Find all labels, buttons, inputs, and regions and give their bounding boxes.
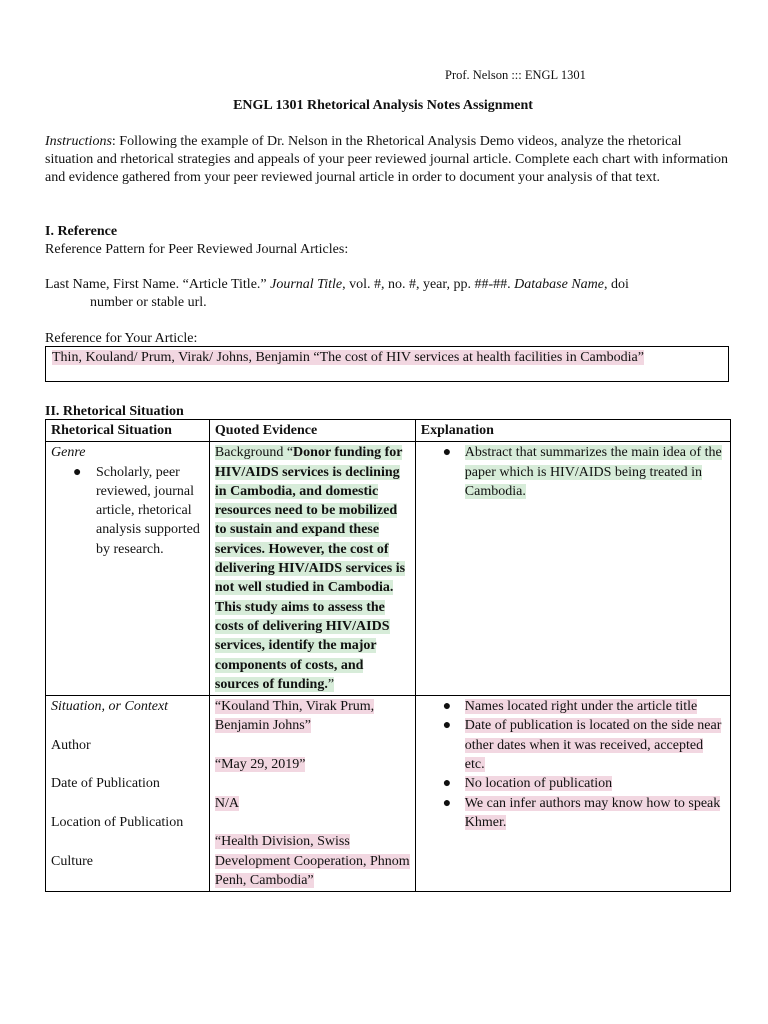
- evidence-prefix: Background “: [214, 445, 294, 461]
- genre-cell[interactable]: [46, 442, 210, 696]
- explanation-text: No location of publication: [464, 776, 613, 792]
- evidence-location: N/A: [214, 795, 240, 811]
- context-row-culture: Culture: [51, 853, 93, 869]
- evidence-author: “Kouland Thin, Virak Prum, Benjamin Johns”: [214, 699, 375, 734]
- explanation-text: Date of publication is located on the side near other dates when it was received, accepted etc.: [464, 718, 722, 773]
- pattern-text-3: , doi: [604, 277, 629, 292]
- table-header-row: [46, 420, 731, 442]
- bullet-icon: ●: [442, 795, 452, 811]
- your-reference-box[interactable]: [45, 346, 729, 382]
- instructions-label: Instructions: [45, 134, 112, 149]
- explanation-bullet: [421, 716, 725, 774]
- context-label: Situation, or Context: [51, 699, 169, 715]
- genre-bullet-text: Scholarly, peer reviewed, journal article, rhetorical analysis supported by research.: [96, 464, 200, 557]
- table-row-context: [46, 696, 731, 892]
- pattern-database-name: Database Name: [514, 277, 604, 292]
- reference-pattern: [45, 276, 731, 312]
- context-explanation-cell[interactable]: [415, 696, 730, 892]
- your-reference-label: Reference for Your Article:: [45, 331, 198, 346]
- genre-label: Genre: [51, 445, 86, 461]
- reference-pattern-label: Reference Pattern for Peer Reviewed Journal Articles:: [45, 242, 349, 257]
- explanation-text: Abstract that summarizes the main idea of the paper which is HIV/AIDS being treated in Cambodia.: [464, 445, 722, 499]
- context-row-location: Location of Publication: [51, 814, 184, 830]
- context-row-date: Date of Publication: [51, 776, 160, 792]
- column-header: Explanation: [415, 420, 730, 442]
- explanation-text: Names located right under the article title: [464, 699, 698, 715]
- evidence-suffix: ”: [327, 676, 335, 692]
- genre-bullet: [51, 463, 204, 559]
- section-reference-heading: I. Reference: [45, 224, 118, 239]
- pattern-text-2: , vol. #, no. #, year, pp. ##-##.: [342, 277, 515, 292]
- genre-evidence-cell[interactable]: [209, 442, 415, 696]
- evidence-date: “May 29, 2019”: [214, 757, 306, 773]
- instructions-text: : Following the example of Dr. Nelson in the Rhetorical Analysis Demo videos, analyze the rhetorical situation and rhetorical strategies and appeals of your peer reviewed journal article. Complete each chart with information and evidence gathered from your peer reviewed journal article in order to document your analysis of that text.: [45, 134, 729, 185]
- explanation-text: We can infer authors may know how to speak Khmer.: [464, 795, 721, 830]
- genre-evidence-text: [215, 445, 405, 692]
- bullet-icon: ●: [442, 445, 452, 461]
- bullet-icon: ●: [442, 718, 452, 734]
- document-title: ENGL 1301 Rhetorical Analysis Notes Assignment: [233, 98, 533, 113]
- explanation-bullet: [421, 794, 725, 833]
- bullet-icon: ●: [442, 699, 452, 715]
- context-row-author: Author: [51, 737, 91, 753]
- context-cell[interactable]: [46, 696, 210, 892]
- bullet-icon: ●: [442, 776, 452, 792]
- pattern-text-1: Last Name, First Name. “Article Title.”: [45, 277, 271, 292]
- explanation-bullet: [421, 774, 725, 793]
- pattern-journal-title: Journal Title: [270, 277, 343, 292]
- table-row-genre: [46, 442, 731, 696]
- context-evidence-cell[interactable]: [209, 696, 415, 892]
- your-reference-text: Thin, Kouland/ Prum, Virak/ Johns, Benjamin “The cost of HIV services at health facilities in Cambodia”: [52, 350, 644, 365]
- evidence-quote: Donor funding for HIV/AIDS services is declining in Cambodia, and domestic resources need to be mobilized to sustain and expand these services. However, the cost of delivering HIV/AIDS services is not well studied in Cambodia. This study aims to assess the costs of delivering HIV/AIDS services, identify the major components of costs, and sources of funding.: [214, 445, 406, 692]
- column-header: Quoted Evidence: [209, 420, 415, 442]
- instructions-paragraph: [45, 133, 731, 187]
- pattern-continuation: number or stable url.: [90, 295, 207, 310]
- section-situation-heading: II. Rhetorical Situation: [45, 404, 184, 419]
- column-header: Rhetorical Situation: [46, 420, 210, 442]
- genre-explanation-cell[interactable]: [415, 442, 730, 696]
- rhetorical-situation-table: [45, 419, 731, 892]
- bullet-icon: ●: [73, 464, 82, 480]
- evidence-culture: “Health Division, Swiss Development Cooperation, Phnom Penh, Cambodia”: [214, 834, 410, 888]
- course-header: Prof. Nelson ::: ENGL 1301: [445, 68, 586, 82]
- explanation-bullet: [421, 443, 725, 501]
- explanation-bullet: [421, 697, 725, 716]
